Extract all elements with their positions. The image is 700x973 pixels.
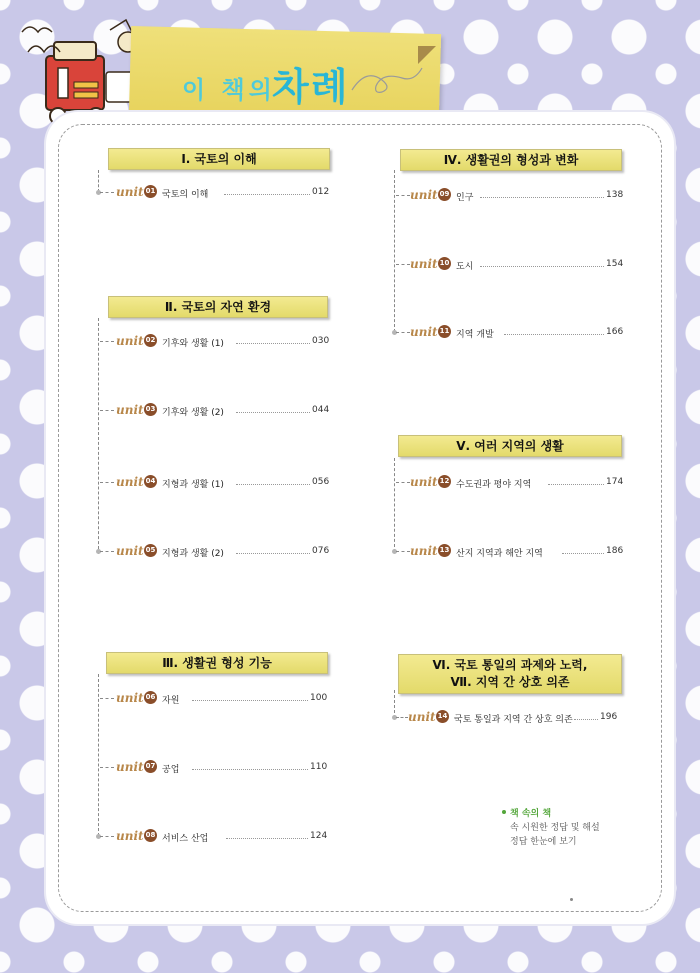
page-number: 174	[606, 477, 624, 487]
section-header-4: Ⅳ. 생활권의 형성과 변화	[400, 149, 622, 171]
dotted-leader	[192, 769, 308, 770]
list-item[interactable]	[410, 475, 626, 491]
list-item[interactable]	[116, 829, 330, 845]
dotted-leader	[480, 266, 604, 267]
list-item[interactable]	[116, 760, 330, 776]
unit-title: 공업	[162, 765, 180, 775]
unit-number-badge: 04	[144, 475, 157, 488]
title-small: 이 책의	[182, 76, 276, 104]
content-card-border	[58, 124, 662, 912]
connector-line	[98, 674, 99, 836]
list-item[interactable]	[116, 691, 330, 707]
section-header-6	[398, 654, 622, 694]
unit-label: unit	[116, 334, 144, 348]
note-heading: 책 속의 책	[510, 809, 552, 819]
connector-line	[98, 170, 99, 192]
section-header-5: Ⅴ. 여러 지역의 생활	[398, 435, 622, 457]
connector-line	[394, 690, 395, 718]
list-item[interactable]	[116, 334, 330, 350]
unit-title: 기후와 생활 (1)	[162, 339, 224, 349]
connector-tick	[100, 341, 114, 342]
dotted-leader	[224, 194, 310, 195]
unit-number-badge: 07	[144, 760, 157, 773]
unit-number-badge: 11	[438, 325, 451, 338]
unit-title: 수도권과 평야 지역	[456, 480, 532, 490]
page-number: 030	[312, 336, 330, 346]
unit-label: unit	[410, 257, 438, 271]
list-item[interactable]	[410, 544, 626, 560]
dotted-leader	[236, 412, 310, 413]
page-number: 196	[600, 712, 618, 722]
connector-tick	[396, 717, 408, 718]
note-line: 속 시원한 정답 및 해설	[510, 823, 600, 833]
page-number: 138	[606, 190, 624, 200]
page-number: 110	[310, 762, 328, 772]
list-item[interactable]	[410, 325, 626, 341]
unit-title: 자원	[162, 696, 180, 706]
unit-label: unit	[116, 829, 144, 843]
section-header-1: Ⅰ. 국토의 이해	[108, 148, 330, 170]
unit-number-badge: 02	[144, 334, 157, 347]
section-header-2: Ⅱ. 국토의 자연 환경	[108, 296, 328, 318]
list-item[interactable]	[116, 403, 330, 419]
connector-tick	[396, 195, 410, 196]
connector-line	[394, 458, 395, 552]
connector-tick	[100, 410, 114, 411]
dotted-leader	[226, 838, 308, 839]
dotted-leader	[562, 553, 604, 554]
connector-line	[98, 318, 99, 554]
unit-label: unit	[410, 544, 438, 558]
list-item[interactable]	[116, 475, 330, 491]
connector-tick	[100, 551, 114, 552]
unit-number-badge: 08	[144, 829, 157, 842]
connector-line	[394, 170, 395, 332]
note-line: 정답 한눈에 보기	[510, 837, 577, 847]
page-number: 186	[606, 546, 624, 556]
unit-label: unit	[116, 475, 144, 489]
unit-title: 지역 개발	[456, 330, 494, 340]
unit-title: 도시	[456, 262, 474, 272]
unit-number-badge: 05	[144, 544, 157, 557]
unit-title: 국토 통일과 지역 간 상호 의존	[454, 715, 573, 725]
unit-number-badge: 09	[438, 188, 451, 201]
unit-label: unit	[116, 760, 144, 774]
unit-number-badge: 10	[438, 257, 451, 270]
page-number: 076	[312, 546, 330, 556]
page-number: 154	[606, 259, 624, 269]
unit-number-badge: 06	[144, 691, 157, 704]
connector-tick	[100, 192, 114, 193]
page-number: 044	[312, 405, 330, 415]
dotted-leader	[192, 700, 308, 701]
unit-title: 국토의 이해	[162, 190, 209, 200]
connector-tick	[100, 482, 114, 483]
page-title: 차례	[272, 65, 350, 109]
connector-tick	[396, 332, 410, 333]
list-item[interactable]	[116, 185, 330, 201]
list-item[interactable]	[410, 188, 626, 204]
page-number: 166	[606, 327, 624, 337]
list-item[interactable]	[410, 257, 626, 273]
dotted-leader	[236, 343, 310, 344]
dotted-leader	[574, 719, 598, 720]
unit-title: 기후와 생활 (2)	[162, 408, 224, 418]
note-bullet-icon	[502, 810, 506, 814]
dotted-leader	[480, 197, 604, 198]
dotted-leader	[236, 553, 310, 554]
connector-tick	[100, 836, 114, 837]
section-header-6-line1: Ⅵ. 국토 통일의 과제와 노력,	[432, 658, 588, 672]
unit-title: 지형과 생활 (1)	[162, 480, 224, 490]
unit-label: unit	[410, 325, 438, 339]
unit-label: unit	[116, 403, 144, 417]
page-number: 124	[310, 831, 328, 841]
unit-number-badge: 14	[436, 710, 449, 723]
swirl-decoration-icon	[348, 60, 428, 100]
connector-tick	[396, 264, 410, 265]
dotted-leader	[236, 484, 310, 485]
list-item[interactable]	[408, 710, 626, 726]
connector-tick	[396, 551, 410, 552]
unit-label: unit	[116, 544, 144, 558]
unit-label: unit	[116, 691, 144, 705]
unit-label: unit	[410, 475, 438, 489]
unit-title: 인구	[456, 193, 474, 203]
unit-number-badge: 12	[438, 475, 451, 488]
section-header-3: Ⅲ. 생활권 형성 기능	[106, 652, 328, 674]
page-number: 100	[310, 693, 328, 703]
page-number: 012	[312, 187, 330, 197]
decor-dot	[570, 898, 573, 901]
connector-tick	[100, 698, 114, 699]
dotted-leader	[548, 484, 604, 485]
unit-label: unit	[116, 185, 144, 199]
unit-label: unit	[410, 188, 438, 202]
section-header-6-line2: Ⅶ. 지역 간 상호 의존	[450, 675, 570, 689]
list-item[interactable]	[116, 544, 330, 560]
connector-tick	[100, 767, 114, 768]
dotted-leader	[504, 334, 604, 335]
unit-title: 산지 지역과 해안 지역	[456, 549, 543, 559]
unit-number-badge: 03	[144, 403, 157, 416]
connector-tick	[396, 482, 410, 483]
unit-label: unit	[408, 710, 436, 724]
page-number: 056	[312, 477, 330, 487]
unit-number-badge: 13	[438, 544, 451, 557]
unit-title: 지형과 생활 (2)	[162, 549, 224, 559]
unit-number-badge: 01	[144, 185, 157, 198]
unit-title: 서비스 산업	[162, 834, 209, 844]
